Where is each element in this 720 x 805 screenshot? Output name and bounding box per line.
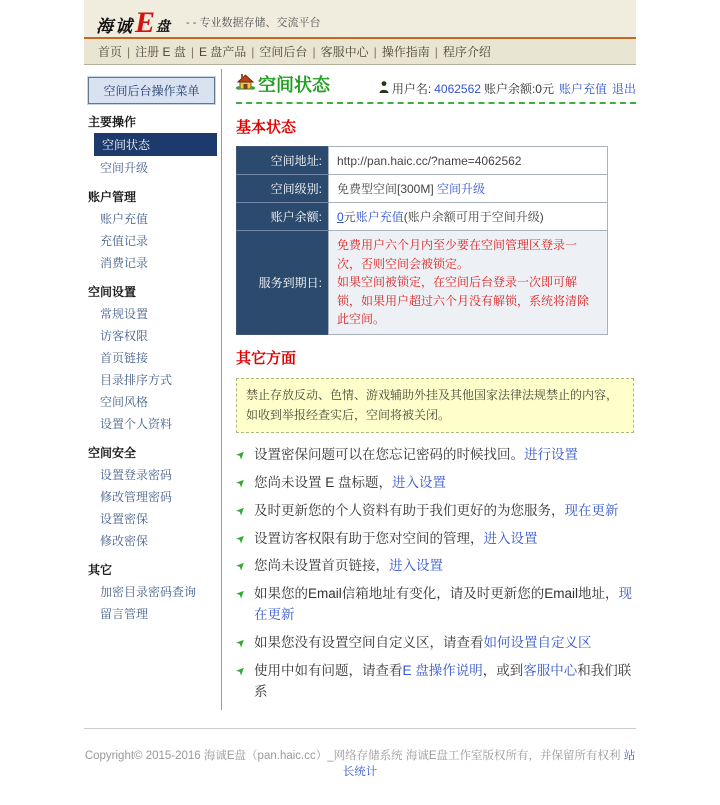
nav-item-3[interactable]: 空间后台 (259, 45, 308, 59)
status-value-text: 免费用户六个月内至少要在空间管理区登录一次，否则空间会被锁定。 (337, 238, 578, 271)
userbar (379, 80, 636, 97)
main-content (222, 69, 636, 710)
other-heading: 其它方面 (236, 349, 297, 367)
sidebar-item[interactable]: 首页链接 (100, 351, 149, 365)
green-arrow-icon: ➤ (233, 447, 249, 463)
status-table (236, 146, 608, 335)
nav-item-4[interactable]: 客服中心 (320, 45, 369, 59)
nav-item-2[interactable]: E 盘产品 (198, 45, 247, 59)
status-value-text: 免费型空间[300M] (337, 182, 438, 196)
tip-item (233, 661, 636, 703)
sidebar-section-heading: 账户管理 (88, 190, 137, 204)
status-row-label: 服务到期日: (237, 231, 329, 335)
tip-link[interactable]: 进入设置 (392, 474, 447, 490)
status-row-value (329, 231, 608, 335)
sidebar-title: 空间后台操作菜单 (88, 77, 215, 104)
tip-link[interactable]: 现在更新 (254, 586, 633, 623)
status-row-label: 空间级别: (237, 175, 329, 203)
logo-text-pan: 盘 (156, 20, 171, 35)
title-row (236, 71, 636, 104)
logout-link[interactable]: 退出 (611, 82, 636, 96)
green-arrow-icon: ➤ (233, 475, 249, 491)
tip-link[interactable]: 如何设置自定义区 (483, 635, 592, 651)
status-value-text: (账户余额可用于空间升级) (403, 210, 544, 224)
sidebar-section-heading: 主要操作 (88, 115, 137, 129)
green-arrow-icon: ➤ (233, 663, 249, 679)
green-arrow-icon: ➤ (233, 503, 249, 519)
page-body (84, 65, 636, 710)
sidebar (84, 69, 222, 710)
green-arrow-icon: ➤ (233, 559, 249, 575)
tip-item (233, 556, 636, 577)
sidebar-menu (86, 113, 217, 625)
logo-text-cn: 海诚 (96, 17, 134, 36)
sidebar-item[interactable]: 消费记录 (100, 256, 149, 270)
green-arrow-icon: ➤ (233, 635, 249, 651)
tip-link[interactable]: 进入设置 (389, 558, 443, 574)
tip-text: 如果您的Email信箱地址有变化，请及时更新您的Email地址， (254, 586, 619, 602)
status-table-row (237, 231, 608, 335)
sidebar-section-heading: 空间设置 (88, 285, 137, 299)
sidebar-section-heading: 空间安全 (88, 446, 137, 460)
tip-text: 设置密保问题可以在您忘记密码的时候找回。 (254, 446, 524, 462)
sidebar-item[interactable]: 空间风格 (100, 395, 149, 409)
tips-list (233, 445, 636, 703)
tip-text: 和我们联系 (254, 663, 632, 700)
green-arrow-icon: ➤ (233, 587, 249, 603)
sidebar-item[interactable]: 修改管理密码 (100, 490, 173, 504)
home-icon (236, 73, 255, 95)
sidebar-item[interactable]: 目录排序方式 (100, 373, 173, 387)
nav-separator: | (190, 45, 194, 59)
nav-separator: | (312, 45, 316, 59)
sidebar-item[interactable]: 账户充值 (100, 212, 149, 226)
status-row-value (329, 203, 608, 231)
header (84, 0, 636, 39)
status-value-link[interactable]: 空间升级 (437, 182, 486, 196)
status-row-value (329, 175, 608, 203)
nav-separator: | (127, 45, 131, 59)
green-arrow-icon: ➤ (233, 531, 249, 547)
copyright-text: Copyright© 2015-2016 海诚E盘（pan.haic.cc）_网络存储系统 海诚E盘工作室版权所有，并保留所有权利 (84, 749, 624, 762)
recharge-link[interactable]: 账户充值 (558, 82, 607, 96)
basic-status-heading: 基本状态 (236, 119, 297, 136)
tip-link[interactable]: 现在更新 (564, 502, 619, 518)
nav-item-0[interactable]: 首页 (98, 45, 123, 59)
username-label: 用户名: (391, 82, 432, 96)
balance-label: 账户余额: (483, 82, 536, 96)
tip-link[interactable]: 客服中心 (523, 663, 578, 679)
sidebar-item[interactable]: 常规设置 (100, 307, 149, 321)
page-title (236, 71, 330, 97)
status-value-text: 元 (343, 210, 356, 224)
status-table-row (237, 147, 608, 175)
tip-link[interactable]: 进入设置 (483, 530, 538, 546)
tip-link[interactable]: 进行设置 (524, 446, 578, 462)
sidebar-item[interactable]: 加密目录密码查询 (100, 585, 197, 599)
sidebar-section-heading: 其它 (88, 563, 113, 577)
site-stats-link[interactable]: 站长统计 (342, 749, 636, 778)
nav-separator: | (251, 45, 255, 59)
page-title-text: 空间状态 (258, 75, 330, 95)
tip-text: 及时更新您的个人资料有助于我们更好的为您服务， (254, 502, 565, 518)
status-table-row (237, 175, 608, 203)
sidebar-item[interactable]: 充值记录 (100, 234, 149, 248)
tip-item (233, 501, 636, 522)
tip-item (233, 445, 636, 466)
tip-text: 使用中如有问题，请查看 (254, 663, 403, 679)
status-row-label: 空间地址: (237, 147, 329, 175)
sidebar-item[interactable]: 访客权限 (100, 329, 149, 343)
balance-value: 0元 (535, 82, 554, 96)
tip-text: 您尚未设置首页链接， (254, 558, 389, 574)
sidebar-item[interactable]: 设置登录密码 (100, 468, 173, 482)
tip-item (233, 633, 636, 654)
status-value-text: 如果空间被锁定，在空间后台登录一次即可解锁，如果用户超过六个月没有解锁，系统将清除此空间。 (337, 275, 590, 327)
tip-text: ，或到 (482, 663, 524, 679)
sidebar-item[interactable]: 设置个人资料 (100, 417, 173, 431)
nav-separator: | (434, 45, 438, 59)
nav-separator: | (373, 45, 377, 59)
nav-item-5[interactable]: 操作指南 (381, 45, 430, 59)
sidebar-item[interactable]: 空间状态 (94, 133, 217, 156)
tip-link[interactable]: E 盘操作说明 (402, 663, 483, 679)
status-row-value (329, 147, 608, 175)
sidebar-item[interactable]: 设置密保 (100, 512, 149, 526)
status-value-text: http://pan.haic.cc/?name=4062562 (337, 153, 522, 168)
user-icon (379, 81, 389, 96)
sidebar-item[interactable]: 修改密保 (100, 534, 149, 548)
tip-item (233, 529, 636, 550)
nav-item-6[interactable]: 程序介绍 (442, 45, 491, 59)
nav-item-1[interactable]: 注册 E 盘 (135, 45, 186, 59)
sidebar-item[interactable]: 留言管理 (100, 607, 149, 621)
tip-text: 您尚未设置 E 盘标题， (254, 474, 393, 490)
status-table-row (237, 203, 608, 231)
tip-text: 设置访客权限有助于您对空间的管理， (254, 530, 484, 546)
site-logo[interactable] (96, 5, 171, 39)
page-container (84, 0, 636, 805)
sidebar-item[interactable]: 空间升级 (100, 161, 149, 175)
logo-letter-e: E (135, 6, 156, 39)
tip-text: 如果您没有设置空间自定义区，请查看 (254, 635, 484, 651)
tip-item (233, 584, 636, 626)
status-value-link[interactable]: 账户充值 (355, 210, 404, 224)
status-value-link[interactable]: 0 (337, 210, 344, 224)
username-value: 4062562 (434, 81, 481, 96)
tip-item (233, 473, 636, 494)
notice-box: 禁止存放反动、色情、游戏辅助外挂及其他国家法律法规禁止的内容，如收到举报经查实后，空间将被关闭。 (236, 378, 634, 433)
top-nav (84, 39, 636, 65)
footer (84, 728, 636, 805)
status-row-label: 账户余额: (237, 203, 329, 231)
site-tagline: - - 专业数据存储、交流平台 (186, 17, 321, 29)
